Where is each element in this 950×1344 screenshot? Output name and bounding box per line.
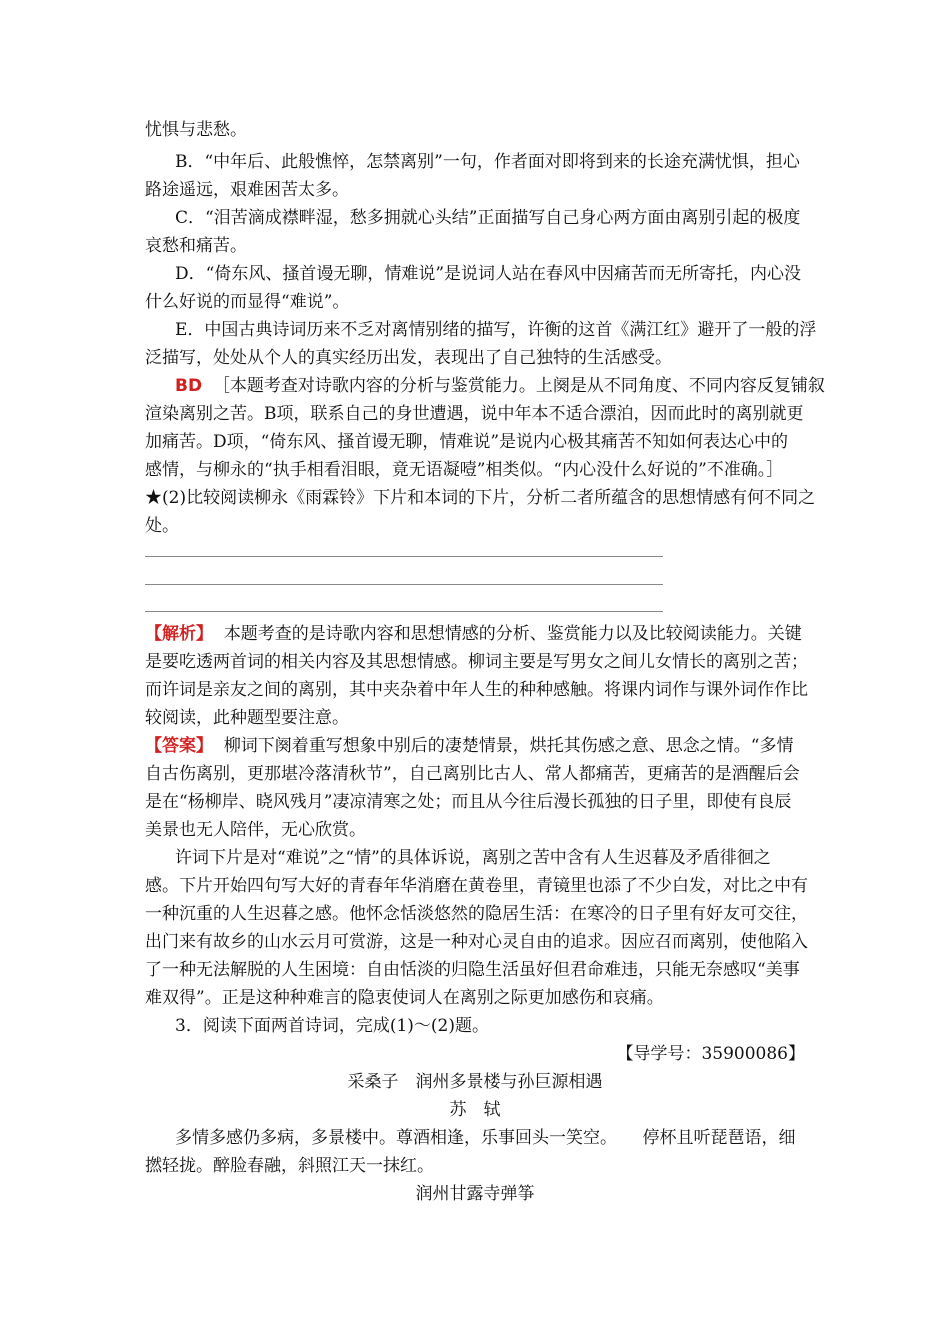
answer-2-cont: 美景也无人陪伴，无心欣赏。	[145, 820, 366, 840]
option-e-cont: 泛描写，处处从个人的真实经历出发，表现出了自己独特的生活感受。	[145, 348, 672, 368]
answer-1-label: BD	[175, 376, 203, 396]
poem-1-text: 多情多感仍多病，多景楼中。尊酒相逢，乐事回头一笑空。 停杯且听琵琶语，细	[175, 1128, 796, 1148]
answer-2-para2-cont: 难双得”。正是这种种难言的隐衷使词人在离别之际更加感伤和哀痛。	[145, 988, 664, 1008]
answer-1-text: ［本题考查对诗歌内容的分析与鉴赏能力。上阕是从不同角度、不同内容反复铺叙	[212, 376, 825, 396]
analysis-cont: 较阅读，此种题型要注意。	[145, 708, 349, 728]
answer-blank-line	[145, 556, 663, 557]
option-d-cont: 什么好说的而显得“难说”。	[145, 292, 350, 312]
answer-2-para2: 许词下片是对“难说”之“情”的具体诉说，离别之苦中含有人生迟暮及矛盾徘徊之	[175, 848, 771, 868]
answer-2-cont: 自古伤离别，更那堪冷落清秋节”，自己离别比古人、常人都痛苦，更痛苦的是酒醒后会	[145, 764, 800, 784]
answer-1-cont: 渲染离别之苦。B项，联系自己的身世遭遇，说中年本不适合漂泊，因而此时的离别就更	[145, 404, 804, 424]
answer-2-para2-cont: 一种沉重的人生迟暮之感。他怀念恬淡悠然的隐居生活：在寒冷的日子里有好友可交往，	[145, 904, 808, 924]
option-d: D．“倚东风、搔首谩无聊，情难说”是说词人站在春风中因痛苦而无所寄托，内心没	[175, 264, 802, 284]
answer-2-cont: 是在“杨柳岸、晓风残月”凄凉清寒之处；而且从今往后漫长孤独的日子里，即使有良辰	[145, 792, 792, 812]
option-c: C．“泪苦滴成襟畔湿，愁多拥就心头结”正面描写自己身心两方面由离别引起的极度	[175, 208, 801, 228]
answer-2-line	[145, 732, 794, 760]
option-b-cont: 路途遥远，艰难困苦太多。	[145, 180, 349, 200]
option-b: B．“中年后、此般憔悴，怎禁离别”一句，作者面对即将到来的长途充满忧惧，担心	[175, 152, 800, 172]
option-a-tail: 忧惧与悲愁。	[145, 120, 247, 140]
answer-1-line	[175, 372, 825, 400]
poem-2-title: 润州甘露寺弹筝	[415, 1184, 535, 1204]
analysis-text: 本题考查的是诗歌内容和思想情感的分析、鉴赏能力以及比较阅读能力。关键	[223, 624, 802, 644]
answer-1-cont: 感情，与柳永的“执手相看泪眼，竟无语凝噎”相类似。“内心没什么好说的”不准确。］	[145, 460, 784, 480]
answer-2-label: 【答案】	[145, 736, 213, 756]
option-c-cont: 哀愁和痛苦。	[145, 236, 247, 256]
answer-2-para2-cont: 了一种无法解脱的人生困境：自由恬淡的归隐生活虽好但君命难违，只能无奈感叹“美事	[145, 960, 800, 980]
question-2: ★(2)比较阅读柳永《雨霖铃》下片和本词的下片，分析二者所蕴含的思想情感有何不同之	[145, 488, 816, 508]
question-3-stem: 3．阅读下面两首诗词，完成(1)～(2)题。	[175, 1016, 489, 1036]
guide-number: 【导学号：35900086】	[616, 1044, 805, 1064]
poem-1-text-cont: 撚轻拢。醉脸春融，斜照江天一抹红。	[145, 1156, 434, 1176]
answer-1-cont: 加痛苦。D项，“倚东风、搔首谩无聊，情难说”是说内心极其痛苦不知如何表达心中的	[145, 432, 789, 452]
analysis-cont: 而许词是亲友之间的离别，其中夹杂着中年人生的种种感触。将课内词作与课外词作作比	[145, 680, 808, 700]
analysis-cont: 是要吃透两首词的相关内容及其思想情感。柳词主要是写男女之间儿女情长的离别之苦；	[145, 652, 808, 672]
poem-1-title: 采桑子 润州多景楼与孙巨源相遇	[347, 1072, 603, 1092]
answer-2-para2-cont: 出门来有故乡的山水云月可赏游，这是一种对心灵自由的追求。因应召而离别，使他陷入	[145, 932, 808, 952]
answer-blank-line	[145, 611, 663, 612]
answer-2-para2-cont: 感。下片开始四句写大好的青春年华消磨在黄卷里，青镜里也添了不少白发，对比之中有	[145, 876, 808, 896]
poem-1-author: 苏 轼	[449, 1100, 501, 1120]
answer-blank-line	[145, 584, 663, 585]
option-e: E．中国古典诗词历来不乏对离情别绪的描写，许衡的这首《满江红》避开了一般的浮	[175, 320, 817, 340]
analysis-label: 【解析】	[145, 624, 213, 644]
question-2-cont: 处。	[145, 516, 179, 536]
analysis-line	[145, 620, 802, 648]
answer-2-text: 柳词下阕着重写想象中别后的凄楚情景，烘托其伤感之意、思念之情。“多情	[223, 736, 794, 756]
